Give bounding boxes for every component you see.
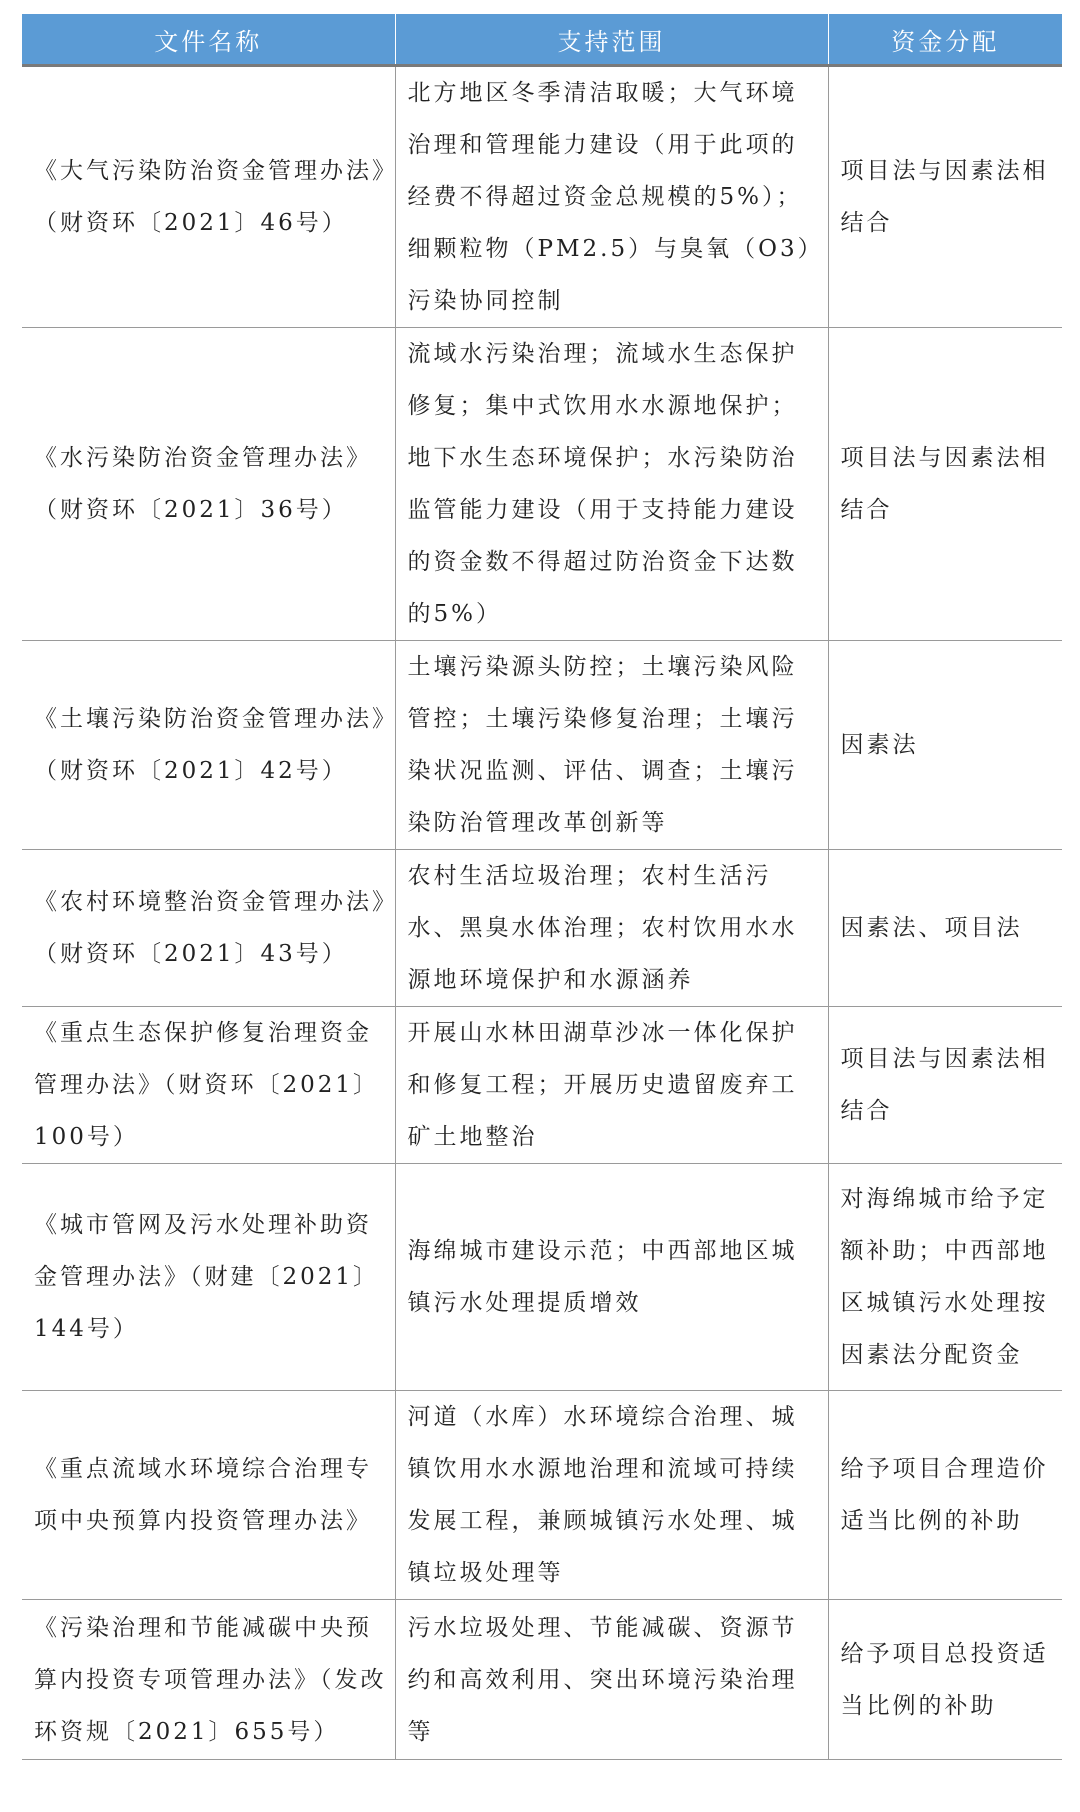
support-scope-cell: 农村生活垃圾治理；农村生活污水、黑臭水体治理；农村饮用水水源地环境保护和水源涵养 bbox=[395, 850, 828, 1007]
header-document-name: 文件名称 bbox=[22, 14, 395, 66]
table-row bbox=[22, 1391, 1062, 1600]
document-name-cell: 《土壤污染防治资金管理办法》（财资环〔2021〕42号） bbox=[22, 641, 395, 850]
document-name-cell: 《污染治理和节能减碳中央预算内投资专项管理办法》（发改环资规〔2021〕655号） bbox=[22, 1600, 395, 1760]
fund-allocation-cell: 给予项目总投资适当比例的补助 bbox=[828, 1600, 1062, 1760]
table-row bbox=[22, 328, 1062, 641]
document-name-cell: 《城市管网及污水处理补助资金管理办法》（财建〔2021〕144号） bbox=[22, 1164, 395, 1391]
table-row bbox=[22, 1600, 1062, 1760]
support-scope-cell: 海绵城市建设示范；中西部地区城镇污水处理提质增效 bbox=[395, 1164, 828, 1391]
document-name-cell: 《农村环境整治资金管理办法》（财资环〔2021〕43号） bbox=[22, 850, 395, 1007]
support-scope-cell: 北方地区冬季清洁取暖；大气环境治理和管理能力建设（用于此项的经费不得超过资金总规模的5%）；细颗粒物（PM2.5）与臭氧（O3）污染协同控制 bbox=[395, 66, 828, 328]
support-scope-cell: 污水垃圾处理、节能减碳、资源节约和高效利用、突出环境污染治理等 bbox=[395, 1600, 828, 1760]
document-name-cell: 《大气污染防治资金管理办法》（财资环〔2021〕46号） bbox=[22, 66, 395, 328]
table-row bbox=[22, 1164, 1062, 1391]
table-body bbox=[22, 66, 1062, 1760]
support-scope-cell: 河道（水库）水环境综合治理、城镇饮用水水源地治理和流域可持续发展工程，兼顾城镇污水处理、城镇垃圾处理等 bbox=[395, 1391, 828, 1600]
support-scope-cell: 流域水污染治理；流域水生态保护修复；集中式饮用水水源地保护；地下水生态环境保护；水污染防治监管能力建设（用于支持能力建设的资金数不得超过防治资金下达数的5%） bbox=[395, 328, 828, 641]
fund-allocation-cell: 因素法、项目法 bbox=[828, 850, 1062, 1007]
funding-policy-table bbox=[22, 14, 1062, 1760]
fund-allocation-cell: 给予项目合理造价适当比例的补助 bbox=[828, 1391, 1062, 1600]
header-row bbox=[22, 14, 1062, 66]
fund-allocation-cell: 因素法 bbox=[828, 641, 1062, 850]
document-name-cell: 《重点流域水环境综合治理专项中央预算内投资管理办法》 bbox=[22, 1391, 395, 1600]
support-scope-cell: 土壤污染源头防控；土壤污染风险管控；土壤污染修复治理；土壤污染状况监测、评估、调查；土壤污染防治管理改革创新等 bbox=[395, 641, 828, 850]
fund-allocation-cell: 项目法与因素法相结合 bbox=[828, 66, 1062, 328]
table-row bbox=[22, 66, 1062, 328]
table-row bbox=[22, 1007, 1062, 1164]
document-name-cell: 《水污染防治资金管理办法》（财资环〔2021〕36号） bbox=[22, 328, 395, 641]
fund-allocation-cell: 项目法与因素法相结合 bbox=[828, 1007, 1062, 1164]
header-fund-allocation: 资金分配 bbox=[828, 14, 1062, 66]
table-row bbox=[22, 850, 1062, 1007]
document-name-cell: 《重点生态保护修复治理资金管理办法》（财资环〔2021〕100号） bbox=[22, 1007, 395, 1164]
support-scope-cell: 开展山水林田湖草沙冰一体化保护和修复工程；开展历史遗留废弃工矿土地整治 bbox=[395, 1007, 828, 1164]
header-support-scope: 支持范围 bbox=[395, 14, 828, 66]
table-header bbox=[22, 14, 1062, 66]
fund-allocation-cell: 对海绵城市给予定额补助；中西部地区城镇污水处理按因素法分配资金 bbox=[828, 1164, 1062, 1391]
table-row bbox=[22, 641, 1062, 850]
fund-allocation-cell: 项目法与因素法相结合 bbox=[828, 328, 1062, 641]
